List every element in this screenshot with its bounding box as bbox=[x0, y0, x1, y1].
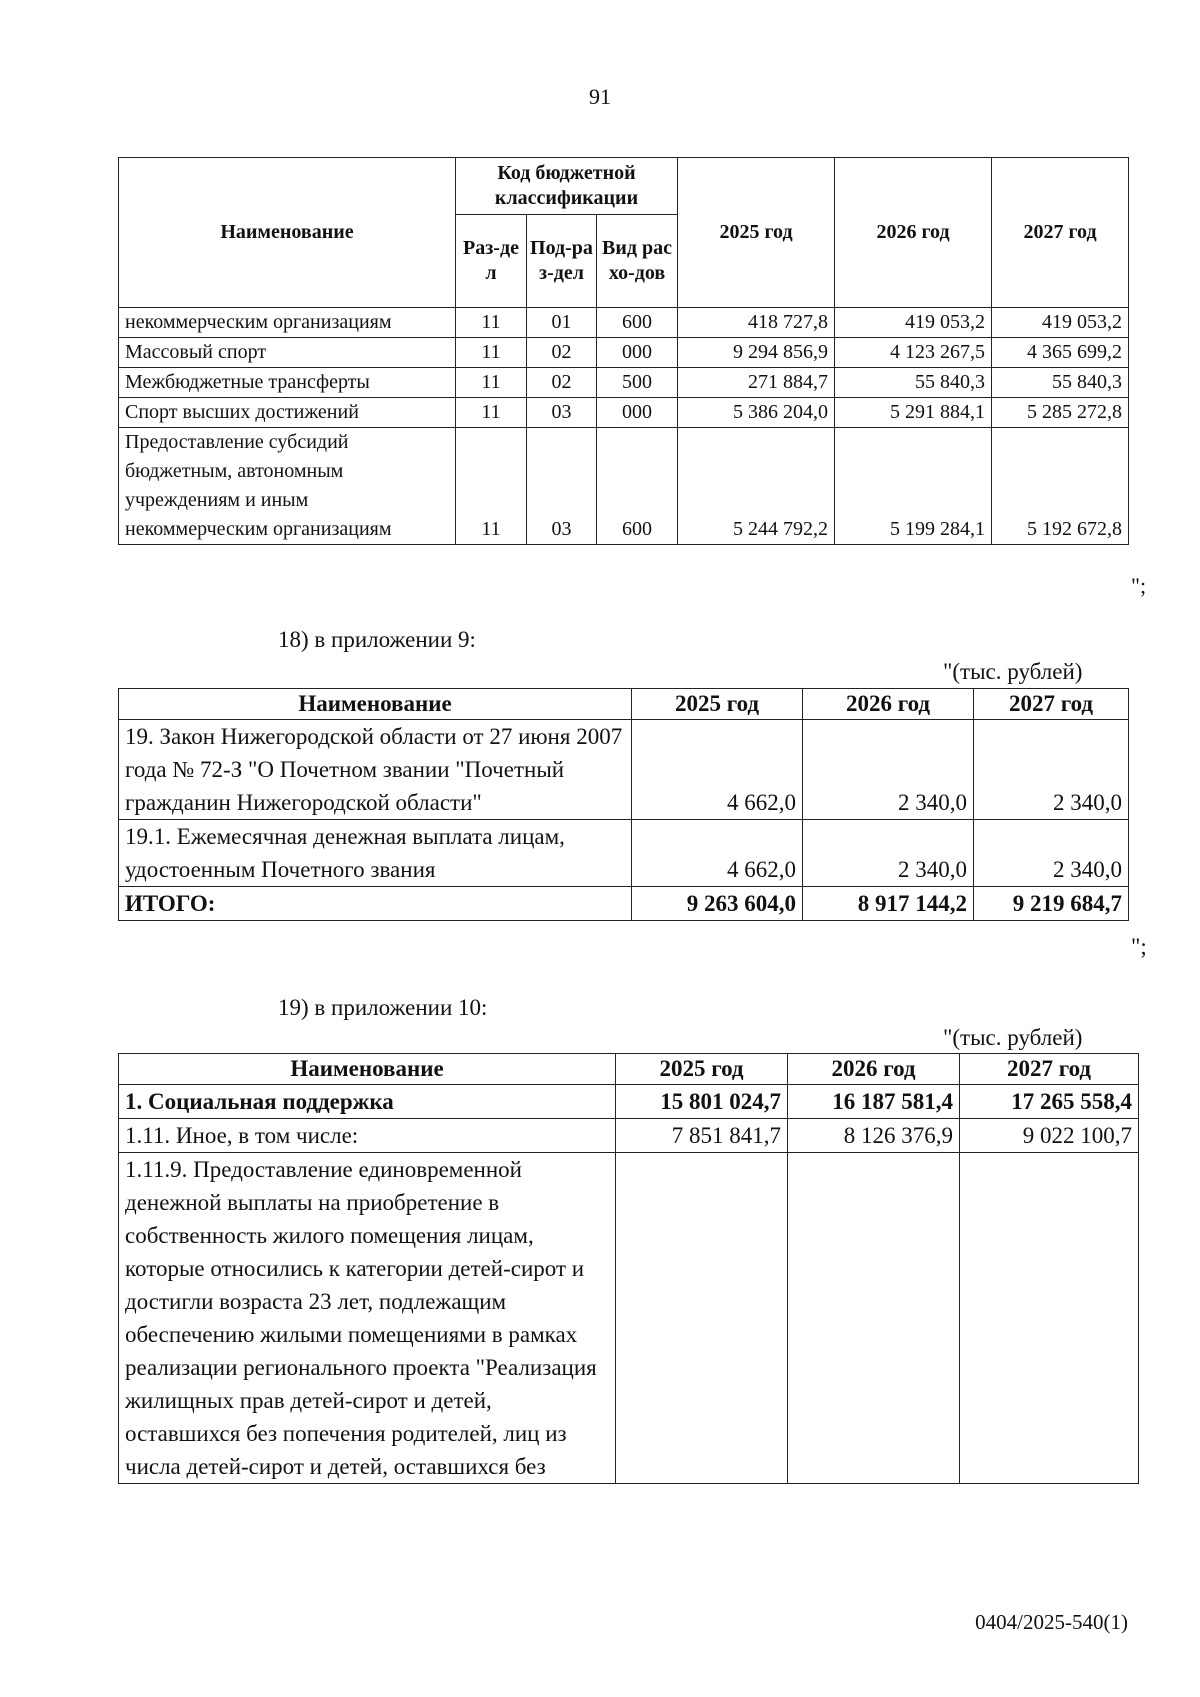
row-name: Массовый спорт bbox=[119, 338, 456, 368]
row-section: 11 bbox=[456, 428, 527, 545]
table-row bbox=[119, 308, 1129, 338]
table-row bbox=[119, 1119, 1139, 1153]
total-label: ИТОГО: bbox=[119, 887, 632, 921]
row-name: 1.11. Иное, в том числе: bbox=[119, 1119, 616, 1153]
row-2025 bbox=[616, 1153, 788, 1484]
row-2027: 55 840,3 bbox=[992, 368, 1129, 398]
row-2027: 2 340,0 bbox=[974, 820, 1129, 887]
table-row bbox=[119, 398, 1129, 428]
row-2025: 9 294 856,9 bbox=[678, 338, 835, 368]
table-row bbox=[119, 1085, 1139, 1119]
row-2026: 419 053,2 bbox=[835, 308, 992, 338]
table-header-row bbox=[119, 158, 1129, 215]
paragraph-18: 18) в приложении 9: bbox=[278, 627, 476, 652]
page-number: 91 bbox=[589, 84, 611, 109]
row-2027: 2 340,0 bbox=[974, 720, 1129, 820]
row-2026 bbox=[788, 1153, 960, 1484]
unit-label-18: "(тыс. рублей) bbox=[943, 659, 1083, 684]
header-expense-type: Вид расхо-дов bbox=[597, 215, 678, 308]
row-name: 19.1. Ежемесячная денежная выплата лицам, удостоенным Почетного звания bbox=[119, 820, 632, 887]
row-2026: 4 123 267,5 bbox=[835, 338, 992, 368]
table-row bbox=[119, 820, 1129, 887]
header-2026: 2026 год bbox=[788, 1054, 960, 1085]
row-2027: 17 265 558,4 bbox=[960, 1085, 1139, 1119]
row-2025: 418 727,8 bbox=[678, 308, 835, 338]
header-2025: 2025 год bbox=[678, 158, 835, 308]
row-2026: 16 187 581,4 bbox=[788, 1085, 960, 1119]
appendix-9-table bbox=[118, 688, 1129, 921]
appendix-10-table bbox=[118, 1053, 1139, 1484]
row-name: некоммерческим организациям bbox=[119, 308, 456, 338]
paragraph-19: 19) в приложении 10: bbox=[278, 995, 488, 1020]
header-name: Наименование bbox=[119, 158, 456, 308]
row-name: Спорт высших достижений bbox=[119, 398, 456, 428]
row-2025: 4 662,0 bbox=[632, 720, 803, 820]
header-2025: 2025 год bbox=[616, 1054, 788, 1085]
row-name: 1. Социальная поддержка bbox=[119, 1085, 616, 1119]
header-name: Наименование bbox=[119, 689, 632, 720]
total-2025: 9 263 604,0 bbox=[632, 887, 803, 921]
row-2025: 5 386 204,0 bbox=[678, 398, 835, 428]
row-name: 1.11.9. Предоставление единовременной денежной выплаты на приобретение в собственность жилого помещения лицам, которые относились к категории детей-сирот и достигли возраста 23 лет, подлежащим обеспечению жилыми помещениями в рамках реализации регионального проекта "Реализация жилищных прав детей-сирот и детей, оставшихся без попечения родителей, лиц из числа детей-сирот и детей, оставшихся без bbox=[119, 1153, 616, 1484]
row-2026: 2 340,0 bbox=[803, 820, 974, 887]
row-subsection: 03 bbox=[527, 428, 597, 545]
table-row bbox=[119, 720, 1129, 820]
row-type: 000 bbox=[597, 398, 678, 428]
row-subsection: 03 bbox=[527, 398, 597, 428]
unit-label-19: "(тыс. рублей) bbox=[943, 1025, 1083, 1050]
row-2026: 5 291 884,1 bbox=[835, 398, 992, 428]
row-2027: 9 022 100,7 bbox=[960, 1119, 1139, 1153]
table-row bbox=[119, 428, 1129, 545]
row-2027: 5 192 672,8 bbox=[992, 428, 1129, 545]
total-2026: 8 917 144,2 bbox=[803, 887, 974, 921]
row-section: 11 bbox=[456, 368, 527, 398]
header-code-group: Код бюджетной классификации bbox=[456, 158, 678, 215]
row-2025: 4 662,0 bbox=[632, 820, 803, 887]
header-section: Раз-дел bbox=[456, 215, 527, 308]
table2-closing-quote: "; bbox=[1131, 934, 1147, 959]
budget-classification-table bbox=[118, 157, 1129, 545]
header-2027: 2027 год bbox=[974, 689, 1129, 720]
header-name: Наименование bbox=[119, 1054, 616, 1085]
row-name: Межбюджетные трансферты bbox=[119, 368, 456, 398]
row-2027: 5 285 272,8 bbox=[992, 398, 1129, 428]
row-2025: 271 884,7 bbox=[678, 368, 835, 398]
table-row bbox=[119, 338, 1129, 368]
table-header-row bbox=[119, 1054, 1139, 1085]
row-subsection: 02 bbox=[527, 368, 597, 398]
row-subsection: 02 bbox=[527, 338, 597, 368]
row-type: 500 bbox=[597, 368, 678, 398]
row-2025: 5 244 792,2 bbox=[678, 428, 835, 545]
table-row bbox=[119, 1153, 1139, 1484]
total-row bbox=[119, 887, 1129, 921]
row-2027: 419 053,2 bbox=[992, 308, 1129, 338]
row-section: 11 bbox=[456, 338, 527, 368]
table-row bbox=[119, 368, 1129, 398]
row-2026: 8 126 376,9 bbox=[788, 1119, 960, 1153]
row-name: 19. Закон Нижегородской области от 27 июня 2007 года № 72-З "О Почетном звании "Почетный гражданин Нижегородской области" bbox=[119, 720, 632, 820]
row-type: 000 bbox=[597, 338, 678, 368]
row-2025: 7 851 841,7 bbox=[616, 1119, 788, 1153]
header-2025: 2025 год bbox=[632, 689, 803, 720]
row-section: 11 bbox=[456, 398, 527, 428]
header-2026: 2026 год bbox=[835, 158, 992, 308]
row-2026: 55 840,3 bbox=[835, 368, 992, 398]
row-2025: 15 801 024,7 bbox=[616, 1085, 788, 1119]
row-2027: 4 365 699,2 bbox=[992, 338, 1129, 368]
row-name: Предоставление субсидий бюджетным, автономным учреждениям и иным некоммерческим организациям bbox=[119, 428, 456, 545]
total-2027: 9 219 684,7 bbox=[974, 887, 1129, 921]
row-type: 600 bbox=[597, 308, 678, 338]
header-2027: 2027 год bbox=[960, 1054, 1139, 1085]
table1-closing-quote: "; bbox=[1131, 573, 1147, 598]
row-subsection: 01 bbox=[527, 308, 597, 338]
header-subsection: Под-раз-дел bbox=[527, 215, 597, 308]
header-2026: 2026 год bbox=[803, 689, 974, 720]
row-2026: 2 340,0 bbox=[803, 720, 974, 820]
row-2026: 5 199 284,1 bbox=[835, 428, 992, 545]
table-header-row bbox=[119, 689, 1129, 720]
document-code: 0404/2025-540(1) bbox=[975, 1610, 1128, 1634]
row-type: 600 bbox=[597, 428, 678, 545]
row-section: 11 bbox=[456, 308, 527, 338]
header-2027: 2027 год bbox=[992, 158, 1129, 308]
row-2027 bbox=[960, 1153, 1139, 1484]
